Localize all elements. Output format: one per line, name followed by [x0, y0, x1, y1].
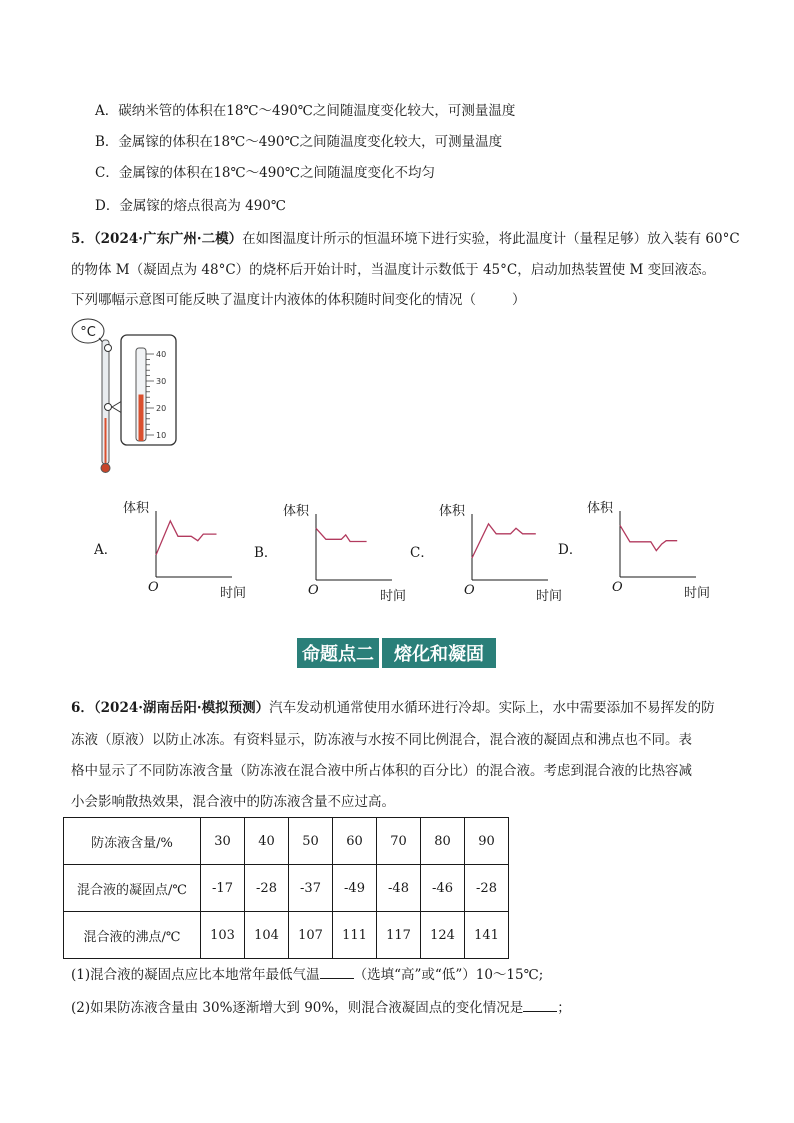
x-axis-label: 时间	[684, 586, 711, 601]
y-axis-label: 体积	[439, 504, 466, 519]
data-table	[63, 817, 509, 959]
zoom-liquid	[139, 395, 144, 442]
y-axis-label: 体积	[123, 501, 150, 516]
q6-sub2-tail: ；	[557, 1000, 571, 1016]
answer-blank-1[interactable]	[320, 965, 354, 979]
row-header: 防冻液含量/%	[64, 818, 201, 865]
q6-sub1	[71, 965, 543, 984]
row-header: 混合液的沸点/℃	[64, 912, 201, 959]
table-cell: 90	[465, 818, 509, 865]
volume-curve	[620, 525, 677, 550]
x-axis-label: 时间	[536, 589, 563, 604]
table-cell: -48	[377, 865, 421, 912]
table-cell: 60	[333, 818, 377, 865]
table-cell: 111	[333, 912, 377, 959]
origin-label: O	[464, 583, 475, 598]
q6-sub2	[71, 998, 571, 1017]
thermometer-bulb	[101, 464, 110, 473]
q6-text-1: 汽车发动机通常使用水循环进行冷却。实际上，水中需要添加不易挥发的防	[269, 700, 715, 716]
table-cell: -17	[201, 865, 245, 912]
origin-label: O	[148, 580, 159, 595]
table-cell: 30	[201, 818, 245, 865]
table-cell: -46	[421, 865, 465, 912]
y-axis-label: 体积	[283, 504, 310, 519]
table-cell: 141	[465, 912, 509, 959]
q6-sub1-text: (1)混合液的凝固点应比本地常年最低气温	[71, 967, 320, 983]
thermometer-liquid	[105, 418, 107, 464]
graph-option-b	[254, 500, 414, 605]
table-cell: 80	[421, 818, 465, 865]
tube-top-marker	[105, 345, 112, 352]
q6-number: 6．	[71, 700, 94, 716]
table-cell: -49	[333, 865, 377, 912]
table-cell: -28	[245, 865, 289, 912]
option-b: B．金属镓的体积在18℃～490℃之间随温度变化较大，可测量温度	[95, 134, 503, 150]
section-title: 熔化和凝固	[394, 644, 484, 665]
section-banner	[297, 638, 496, 668]
q6-sub1-tail: （选填“高”或“低”）10～15℃;	[353, 967, 544, 983]
volume-curve	[156, 521, 217, 555]
table-cell: -28	[465, 865, 509, 912]
answer-blank-2[interactable]	[523, 998, 557, 1012]
graph-letter: C．	[410, 545, 434, 561]
q5-line3	[71, 291, 526, 309]
volume-curve	[472, 524, 536, 558]
q5-line1	[71, 230, 740, 248]
q5-source: （2024·广东广州·二模）	[93, 231, 243, 247]
scale-label: 10	[156, 431, 167, 440]
table-cell: 107	[289, 912, 333, 959]
table-cell: 103	[201, 912, 245, 959]
option-d: D．金属镓的熔点很高为 490℃	[95, 198, 286, 214]
zoom-callout	[121, 335, 176, 445]
q6-line3: 格中显示了不同防冻液含量（防冻液在混合液中所占体积的百分比）的混合液。考虑到混合液的比热容减	[71, 763, 692, 779]
section-label: 命题点二	[297, 638, 382, 668]
row-header: 混合液的凝固点/℃	[64, 865, 201, 912]
q6-source: （2024·湖南岳阳·模拟预测）	[93, 700, 270, 716]
x-axis-label: 时间	[220, 586, 247, 601]
graph-option-c	[410, 500, 570, 605]
q6-sub2-text: (2)如果防冻液含量由 30%逐渐增大到 90%，则混合液凝固点的变化情况是	[71, 1000, 524, 1016]
y-axis-label: 体积	[587, 501, 614, 516]
q6-line4: 小会影响散热效果，混合液中的防冻液含量不应过高。	[71, 794, 395, 810]
table-cell: 124	[421, 912, 465, 959]
table-row	[64, 818, 509, 865]
table-row	[64, 865, 509, 912]
table-cell: 117	[377, 912, 421, 959]
origin-label: O	[612, 580, 623, 595]
x-axis-label: 时间	[380, 589, 407, 604]
graph-letter: B．	[254, 545, 278, 561]
graph-option-d	[558, 497, 728, 607]
table-cell: 104	[245, 912, 289, 959]
table-cell: 70	[377, 818, 421, 865]
graph-option-a	[94, 497, 254, 602]
table-cell: 50	[289, 818, 333, 865]
option-c: C．金属镓的体积在18℃～490℃之间随温度变化不均匀	[95, 165, 435, 181]
table-row	[64, 912, 509, 959]
graph-letter: D．	[558, 542, 583, 558]
origin-label: O	[308, 583, 319, 598]
q5-paren-close: ）	[512, 292, 526, 308]
q6-line2: 冻液（原液）以防止冰冻。有资料显示，防冻液与水按不同比例混合，混合液的凝固点和沸点也不同。表	[71, 732, 692, 748]
option-a: A．碳纳米管的体积在18℃～490℃之间随温度变化较大，可测量温度	[95, 103, 516, 119]
q5-line2: 的物体 M（凝固点为 48°C）的烧杯后开始计时，当温度计示数低于 45°C，启动加热装置使 M 变回液态。	[71, 262, 716, 278]
thermometer-figure	[66, 318, 186, 488]
table-cell: 40	[245, 818, 289, 865]
q6-line1	[71, 699, 715, 717]
table-cell: -37	[289, 865, 333, 912]
tube-zoom-marker	[105, 404, 112, 411]
scale-label: 20	[156, 404, 167, 413]
graph-letter: A．	[94, 542, 118, 558]
scale-label: 40	[156, 350, 167, 359]
q5-text-3: 下列哪幅示意图可能反映了温度计内液体的体积随时间变化的情况（	[71, 292, 476, 308]
unit-label: °C	[80, 325, 96, 340]
scale-label: 30	[156, 377, 167, 386]
q5-text-1: 在如图温度计所示的恒温环境下进行实验，将此温度计（量程足够）放入装有 60°C	[242, 231, 740, 247]
q5-number: 5．	[71, 231, 94, 247]
volume-curve	[316, 528, 367, 541]
